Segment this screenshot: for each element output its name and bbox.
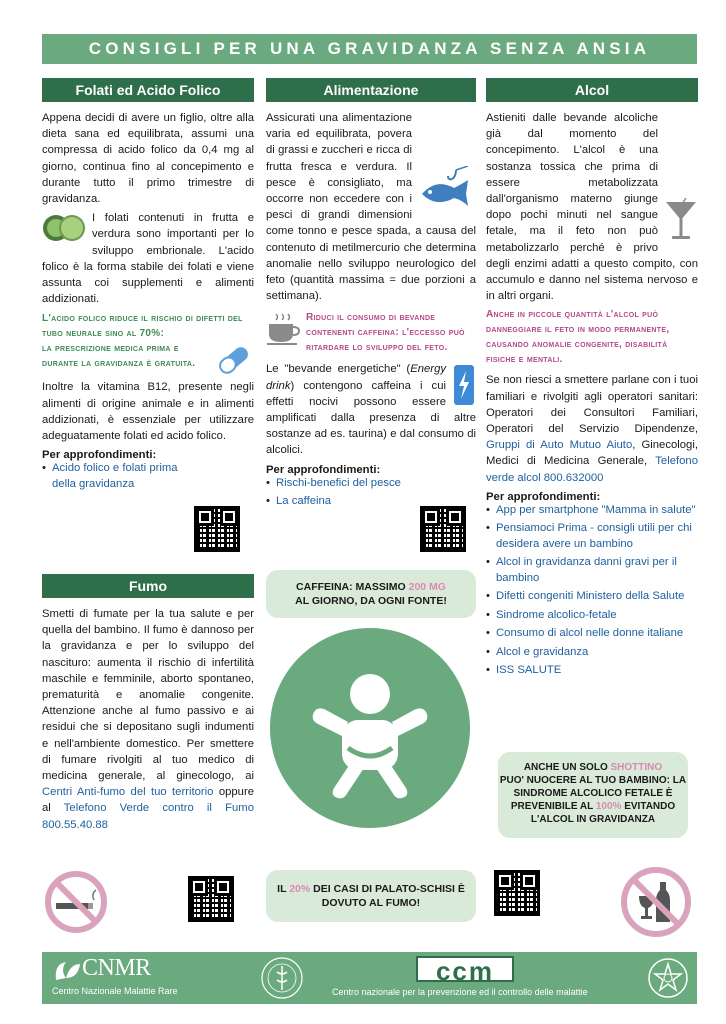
folati-paragraph-1: Appena decidi di avere un figlio, oltre alla dieta sana ed equilibrata, assumi una compressa di acido folico da 0,4 mg al giorno, continua fino al concepimento e durante tutto il primo trimestre di gravidanza. (42, 112, 254, 206)
section-header-alimentazione: Alimentazione (266, 78, 476, 102)
cnmr-logo-icon (52, 958, 82, 984)
alcol-ref-link[interactable]: • Sindrome alcolico-fetale (486, 608, 698, 624)
alimentazione-ref-list (266, 476, 476, 510)
palato-schisi-callout: IL 20% DEI CASI DI PALATO-SCHISI È DOVUTO AL FUMO! (266, 870, 476, 922)
column-alcol (486, 78, 698, 682)
folati-ref-title: Per approfondimenti: (42, 449, 157, 462)
alcol-warning: Anche in piccole quantità l'alcol può danneggiare il feto in modo permanente, causando anomalie congenite, disabilità fisiche e mentali. (486, 309, 670, 366)
cocktail-glass-icon (664, 198, 698, 242)
alcol-ref-link[interactable]: • Pensiamoci Prima - consigli utili per chi desidera avere un bambino (486, 521, 698, 552)
alcol-ref-link[interactable]: • Difetti congeniti Ministero della Salute (486, 589, 698, 605)
folati-ref-list (42, 461, 192, 492)
alcol-paragraph-1: Astieniti dalle bevande alcoliche già dal momento del concepimento. L'alcol è una sostanza tossica che prima di essere metabolizzata dall'organismo materno giunge dopo pochi minuti nel sangue fetale, ma il feto non può metabolizzarlo perché è privo degli enzimi adatti a questo compito, con accumulo e danno nel sistema nervoso e in altri organi. (486, 112, 698, 303)
qr-code-fumo[interactable] (188, 876, 234, 922)
no-smoking-icon (44, 870, 108, 934)
rischi-benefici-pesce-link[interactable]: • Rischi-benefici del pesce (266, 476, 476, 492)
baby-icon (270, 628, 470, 828)
iss-seal-icon (260, 956, 304, 1000)
alcol-ref-link[interactable]: • ISS SALUTE (486, 663, 698, 679)
section-header-fumo: Fumo (42, 574, 254, 598)
gruppi-auto-mutuo-aiuto-link[interactable]: Gruppi di Auto Mutuo Aiuto (486, 439, 633, 452)
ccm-subtitle: Centro nazionale per la prevenzione ed il controllo delle malattie (332, 987, 588, 997)
alimentazione-ref-title: Per approfondimenti: (266, 463, 381, 476)
fumo-paragraph: Smetti di fumate per la tua salute e per quella del bambino. Il fumo è dannoso per la gravidanza e per lo sviluppo del nascituro: aumenta il rischio di infertilità maschile e femminile, aborto spontaneo, prematurità e anomalie congenite. Attenzione anche al fumo passivo e ai residui che si depositano sugli indumenti e nell'ambiente domestico. Per smettere di fumare rivolgiti al tuo medico di medicina generale, al ginecologo, ai Centri Anti-fumo del tuo territorio oppure al Telefono Verde contro il Fumo 800.55.40.88 (42, 608, 254, 831)
alcol-paragraph-2: Se non riesci a smettere parlane con i tuoi familiari e rivolgiti agli operatori sanitari: Operatori dei Consultori Familiari, Operatori del Servizio Dipendenze, Gruppi di Auto Mutuo Aiuto, Ginecologi, Medici di Medicina Generale, Telefono verde alcol 800.632000 (486, 374, 698, 484)
folati-paragraph-2-wrap (42, 210, 254, 307)
coffee-cup-icon (266, 312, 300, 346)
alcol-ref-title: Per approfondimenti: (486, 490, 601, 503)
alcol-ref-link[interactable]: • Alcol in gravidanza danni gravi per il bambino (486, 555, 698, 586)
alcol-ref-link[interactable]: • App per smartphone "Mamma in salute" (486, 503, 698, 519)
qr-code-alimentazione[interactable] (420, 506, 466, 552)
energy-drink-can-icon (452, 363, 476, 407)
fish-hook-icon (418, 166, 476, 206)
alcol-ref-list (486, 503, 698, 679)
section-header-folati: Folati ed Acido Folico (42, 78, 254, 102)
repubblica-emblem-icon (646, 956, 690, 1000)
telefono-verde-fumo-link[interactable]: Telefono Verde contro il Fumo 800.55.40.88 (42, 802, 254, 831)
cnmr-subtitle: Centro Nazionale Malattie Rare (52, 986, 178, 996)
column-fumo (42, 574, 254, 833)
folati-highlight-2: la prescrizione medica prima e durante la gravidanza è gratuita. (42, 343, 196, 370)
caffeina-warning: Riduci il consumo di bevande contenenti caffeina: l'eccesso può ritardare lo sviluppo del feto. (306, 312, 465, 354)
alcol-ref-link[interactable]: • Alcol e gravidanza (486, 645, 698, 661)
qr-code-folati[interactable] (194, 506, 240, 552)
folati-highlight-1: L'acido folico riduce il rischio di difetti del tubo neurale sino al 70%: (42, 313, 243, 340)
cnmr-logo-text: CNMR (82, 955, 151, 981)
caffeina-link[interactable]: • La caffeina (266, 494, 476, 510)
centri-antifumo-link[interactable]: Centri Anti-fumo del tuo territorio (42, 786, 214, 799)
column-folati (42, 78, 254, 495)
telefono-verde-alcol-link[interactable]: Telefono verde alcol 800.632000 (486, 455, 698, 484)
kiwi-icon (42, 212, 86, 244)
alimentazione-paragraph-1: Assicurati una alimentazione varia ed equilibrata, povera di grassi e zuccheri e ricca di frutta fresca e verdura. Il pesce è consigliato, ma occorre non eccedere con i pesci di grandi dimensioni come tonno e pesce spada, a causa del contenuto di metilmercurio che determina anomalie nello sviluppo neurologico del feto (quantità massima = due porzioni a settimana). (266, 112, 476, 303)
caffeina-callout: CAFFEINA: MASSIMO 200 MG AL GIORNO, DA OGNI FONTE! (266, 570, 476, 618)
alcol-ref-link[interactable]: • Consumo di alcol nelle donne italiane (486, 626, 698, 642)
page-title-banner: CONSIGLI PER UNA GRAVIDANZA SENZA ANSIA (42, 34, 697, 64)
column-alimentazione (266, 78, 476, 513)
no-alcohol-icon (620, 866, 692, 938)
folati-paragraph-3: Inoltre la vitamina B12, presente negli alimenti di origine animale e in alimenti addizionati, è essenziale per utilizzare adeguatamente folati ed acido folico. (42, 381, 254, 443)
alimentazione-paragraph-2: Le "bevande energetiche" (Energy drink) contengono caffeina i cui effetti nocivi possono essere amplificati dalla presenza di altre sostanze ad es. taurina) e dal consumo di alcolici. (266, 363, 476, 457)
pill-capsule-icon (214, 343, 254, 377)
shottino-callout: ANCHE UN SOLO SHOTTINO PUO' NUOCERE AL TUO BAMBINO: LA SINDROME ALCOLICO FETALE È PREVENIBILE AL 100% EVITANDO L'ALCOL IN GRAVIDANZA (498, 752, 688, 838)
qr-code-alcol[interactable] (494, 870, 540, 916)
folati-ref-link[interactable]: • Acido folico e folati prima della gravidanza (42, 461, 192, 492)
section-header-alcol: Alcol (486, 78, 698, 102)
folati-paragraph-2: I folati contenuti in frutta e verdura sono importanti per lo sviluppo embrionale. L'acido folico è la forma stabile dei folati e viene assunta coi supplementi e alimenti addizionati. (42, 212, 254, 306)
ccm-logo: ccm (416, 956, 514, 982)
footer-bar (42, 952, 697, 1004)
